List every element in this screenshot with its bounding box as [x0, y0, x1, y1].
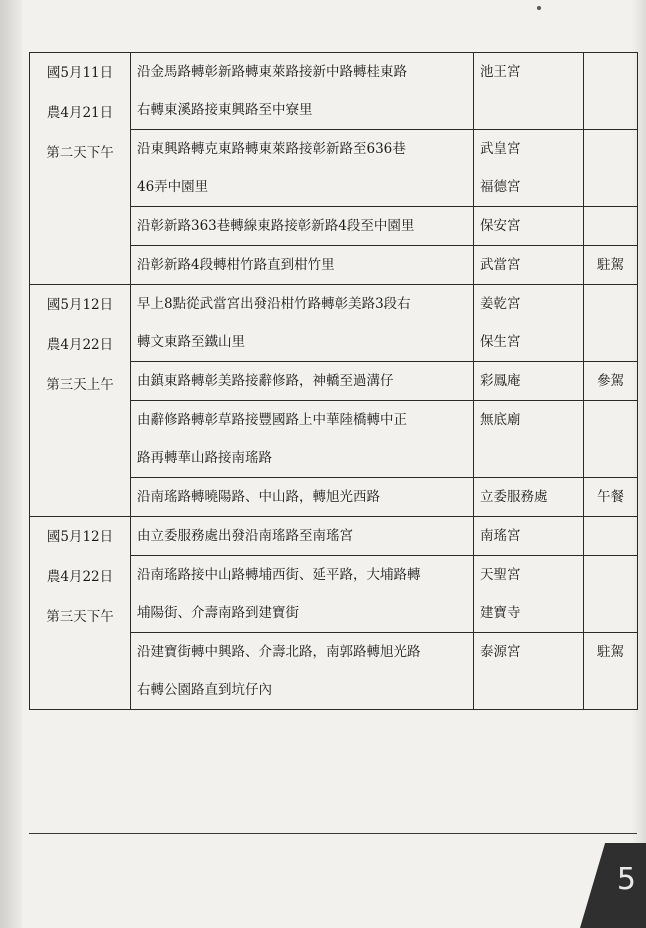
temple-name: 南瑤宮: [480, 528, 521, 544]
temple-cell: [474, 517, 584, 556]
note-text: [584, 556, 637, 594]
route-text: 沿金馬路轉彰新路轉東萊路接新中路轉桂東路: [137, 64, 407, 80]
route-text: 沿彰新路363巷轉線東路接彰新路4段至中園里: [137, 218, 415, 234]
note-text: [584, 207, 637, 245]
temple-name: 武當宮: [480, 257, 521, 273]
route-text: 由鎮東路轉彰美路接辭修路，神轎至過溝仔: [137, 373, 394, 389]
note-text: [584, 130, 637, 168]
note-cell: [584, 633, 638, 710]
date-line: 農4月21日: [46, 105, 114, 121]
date-cell: [30, 517, 131, 710]
schedule-row: [30, 285, 638, 362]
temple-cell: [474, 556, 584, 633]
date-line: 農4月22日: [46, 569, 114, 585]
temple-cell: [474, 53, 584, 130]
route-text: 沿東興路轉克東路轉東萊路接彰新路至636巷: [137, 141, 406, 157]
note-cell: [584, 53, 638, 130]
temple-name: 姜乾宮: [480, 296, 521, 312]
note-cell: [584, 556, 638, 633]
route-cell: [131, 246, 474, 285]
route-text: 轉文東路至鐵山里: [137, 334, 245, 350]
route-text: 沿南瑤路接中山路轉埔西街、延平路，大埔路轉: [137, 567, 421, 583]
route-text: 早上8點從武當宮出發沿柑竹路轉彰美路3段右: [137, 296, 411, 312]
temple-name: 立委服務處: [480, 489, 548, 505]
note-cell: [584, 362, 638, 401]
route-cell: [131, 362, 474, 401]
temple-name: 武皇宮: [480, 141, 521, 157]
note-text: [584, 517, 637, 555]
route-cell: [131, 633, 474, 710]
print-mark: [537, 6, 541, 10]
date-line: 第二天下午: [46, 145, 114, 161]
temple-name: 建寶寺: [480, 605, 521, 621]
note-text: 駐駕: [597, 644, 624, 660]
route-cell: [131, 401, 474, 478]
route-cell: [131, 130, 474, 207]
temple-name: 保安宮: [480, 218, 521, 234]
note-cell: [584, 246, 638, 285]
route-cell: [131, 517, 474, 556]
date-cell: [30, 285, 131, 517]
temple-cell: [474, 207, 584, 246]
page-binding-shadow: [0, 0, 22, 928]
temple-name: 福德宮: [480, 179, 521, 195]
route-text: 沿南瑤路轉曉陽路、中山路，轉旭光西路: [137, 489, 380, 505]
date-line: 國5月11日: [46, 65, 114, 81]
date-line: 國5月12日: [46, 529, 114, 545]
temple-name: 泰源宮: [480, 644, 521, 660]
note-text: [584, 53, 637, 91]
temple-cell: [474, 246, 584, 285]
temple-cell: [474, 478, 584, 517]
date-line: 農4月22日: [46, 337, 114, 353]
route-text: 沿彰新路4段轉柑竹路直到柑竹里: [137, 257, 335, 273]
note-cell: [584, 130, 638, 207]
route-text: 由辭修路轉彰草路接豐國路上中華陸橋轉中正: [137, 412, 407, 428]
page-number-tab: [580, 843, 646, 928]
note-text: 午餐: [597, 489, 624, 505]
schedule-row: [30, 53, 638, 130]
procession-schedule-table: [29, 52, 638, 710]
page-number: 5: [616, 862, 636, 897]
route-cell: [131, 285, 474, 362]
temple-cell: [474, 130, 584, 207]
temple-name: 彩鳳庵: [480, 373, 521, 389]
route-text: 右轉公園路直到坑仔內: [137, 682, 272, 698]
route-cell: [131, 478, 474, 517]
note-text: 參駕: [597, 373, 624, 389]
date-line: 第三天下午: [46, 609, 114, 625]
temple-name: 無底廟: [480, 412, 521, 428]
route-text: 埔陽街、介壽南路到建寶街: [137, 605, 299, 621]
note-text: 駐駕: [597, 257, 624, 273]
route-text: 由立委服務處出發沿南瑤路至南瑤宮: [137, 528, 353, 544]
route-cell: [131, 556, 474, 633]
note-cell: [584, 401, 638, 478]
temple-cell: [474, 362, 584, 401]
temple-cell: [474, 633, 584, 710]
footer-divider: [29, 833, 637, 834]
route-text: 路再轉華山路接南瑤路: [137, 450, 272, 466]
note-cell: [584, 207, 638, 246]
route-text: 46弄中園里: [137, 179, 209, 195]
note-cell: [584, 285, 638, 362]
temple-cell: [474, 401, 584, 478]
route-text: 右轉東溪路接東興路至中寮里: [137, 102, 313, 118]
temple-name: 池王宮: [480, 64, 521, 80]
temple-name: 保生宮: [480, 334, 521, 350]
date-line: 國5月12日: [46, 297, 114, 313]
note-text: [584, 401, 637, 439]
note-text: [584, 285, 637, 323]
temple-name: 天聖宮: [480, 567, 521, 583]
schedule-row: [30, 517, 638, 556]
note-cell: [584, 478, 638, 517]
route-text: 沿建寶街轉中興路、介壽北路，南郭路轉旭光路: [137, 644, 421, 660]
date-line: 第三天上午: [46, 377, 114, 393]
date-cell: [30, 53, 131, 285]
route-cell: [131, 207, 474, 246]
note-cell: [584, 517, 638, 556]
route-cell: [131, 53, 474, 130]
temple-cell: [474, 285, 584, 362]
